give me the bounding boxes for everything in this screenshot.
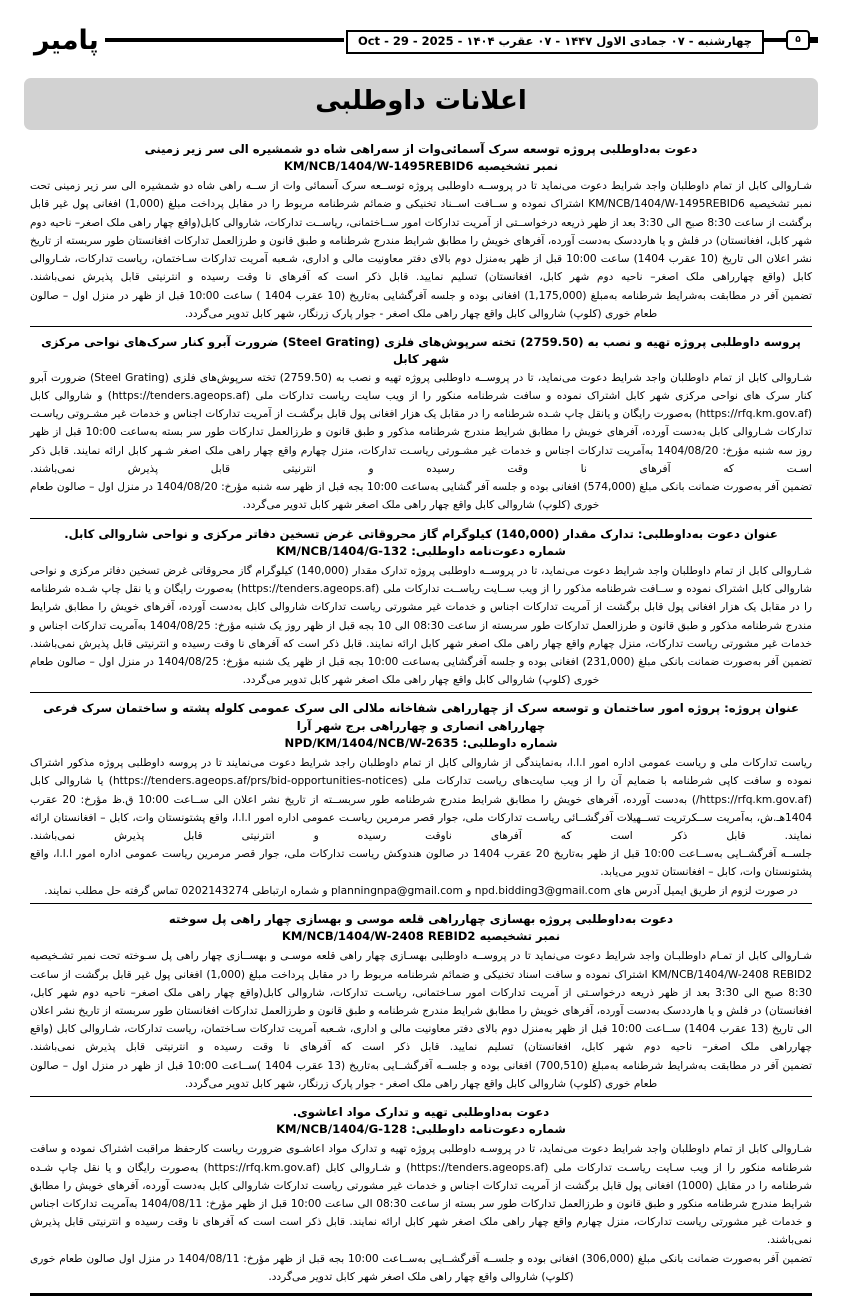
- tender-title: دعوت به‌داوطلبی تهیه و تدارک مواد اعاشوی.: [292, 1105, 550, 1120]
- tender-body-paragraph: شـاروالی کابل از تمـام داوطلبـان واجد شرایط دعوت می‌نماید تا در پروســه داوطلبی بهسـازی چهار راهی قلعه موسـی و بهســازی چهار راهی پل سـوخته تحت نمبر تشـخیصیه KM/NCB/1404/W-2408 REBID2 اشتراک نموده و سافت اسناد تخنیکی و ضمائم شرطنامه مربوط را در مقابل پرداخت مبلغ (1,000) افغانی پول غیر قابل برگشت از ساعت 8:30 صبح الی 3:30 بعد از ظهر ذریعه درخواسـتی از آمریت تدارکات امور سـاختمانی، ریاسـت تدارکات، شاروالی کابل(واقع چهار راهی ملک اصغر– ناحیه دوم شهر کابل، افغانستان) در فلش و یا هارددسک به‌دست آورده، آفرهای خویش را مطابق شرایط مندرج شرطنامه و طبق قانون و طرزالعمل تدارکات افغانستان طور سربسته از تاریخ نشر اعلان الی تاریخ (13 عقرب 1404) ســاعت 10:00 قبل از ظهر به‌منزل دوم بالای دفتر معاونیت مالی و اداری، شـعبه آمریت تدارکات سـاختمان، ریاست تدارکات، شـاروالی کابل (واقع چهارراهی ملک اصغر– ناحیه دوم شهر کابل، افغانستان) تسلیم نمایید. قابل ذکر است که آفرهای نا وقت رسیده و انترنیتی قابل پذیرش نمی‌باشند.: [30, 950, 813, 1054]
- tender-guarantee-paragraph: تضمین آفر در مطابقت به‌شرایط شرطنامه به‌مبلغ (1,175,000) افغانی بوده و جلسه آفرگشایی به‌تاریخ (10 عقرب 1404 ) ساعت 10:00 قبل از ظهر در منزل اول – صالون طعام خوری (کلوپ) شاروالی کابل واقع چهار راهی ملک اصغر - جوار پارک زرنگار، شهر کابل تدویر می‌گردد.: [30, 289, 812, 320]
- tender-reference: [30, 1121, 812, 1139]
- tender-body-paragraph: شـاروالی کابل از تمام داوطلبان واجد شرایط دعوت می‌نماید، تا در پروســه داوطلبی پروژه تدارک مقدار (140,000) کیلوگرام گاز محروقاتی غرض تسخین دفاتر مرکزی و نواحی شاروالی کابل اشتراک نموده و ســافت شرطنامه مذکور را از ویب ســایت ریاســت تدارکات ملی (https://tenders.ageops.af) به‌صورت رایگان و یا نقل چاپ شـده شرطنامه را در مقابل یک هزار افغانی پول قابل برگشت از آمریت تدارکات اجناس و خدمات غیر مشورتی ریاست تدارکات شاروالی کابل به‌دست آورده، آفرهای خویش را مطابق شرایط مندرج شرطنامه مذکور و طبق قانون و طرزالعمل تدارکات طور سربسته از ساعت 08:30 الی 10 بجه قبل از ظهر روز یک شنبه مؤرخ: 1404/08/25 به‌آمریت تدارکات اجناس و خدمات غیر مشورتی ریاست تدارکات، منزل چهارم واقع چهار راهی ملک اصغر شهر کابل ارائه نمایند. قابل ذکر است که آفرهای نا وقت رسیده و انترنیتی قابل پذیرش نمی‌باشند.: [30, 564, 812, 650]
- tender-announcement: [30, 518, 812, 693]
- tender-reference-number: KM/NCB/1404/G-132: [276, 543, 408, 558]
- tender-guarantee-paragraph: تضمین آفر به‌صورت ضمانت بانکی مبلغ (574,000) افغانی بوده و جلسه آفر گشایی به‌ساعت 10:00 بجه قبل از ظهر سه شنبه مؤرخ: 1404/08/20 در منزل اول – صالون طعام خوری (کلوپ) شاروالی کابل واقع چهار راهی ملک اصغر شهر کابل تدویر می‌گردد.: [30, 481, 812, 512]
- tender-opening-paragraph: جلســه آفرگشــایی به‌ســاعت 10:00 قبل از ظهر به‌تاریخ 20 عقرب 1404 در صالون هندوکش ریاست تدارکات ملی، جوار قصر مرمرین ریاست عمومی اداره امور ا.ا.ا، واقع پشتونستان وات، کابل – افغانستان تدویر می‌یابد.: [30, 848, 813, 879]
- tender-reference-label: شماره داوطلبی:: [462, 736, 558, 751]
- masthead-rule-tip: [810, 37, 818, 43]
- masthead-rule-left: [764, 38, 786, 42]
- tender-announcement: [30, 903, 812, 1096]
- tender-reference: [30, 735, 812, 753]
- tender-reference: [30, 928, 812, 946]
- tender-title: پروسه داوطلبی پروژه تهیه و نصب به (2759.50) تخته سرپوش‌های فلزی (Steel Grating) ضرورت آبرو کنار سرک‌های نواحی مرکزی شهر کابل: [41, 335, 801, 367]
- tender-reference-label: نمبر تشخیصیه: [477, 159, 559, 174]
- tender-title: عنوان دعوت به‌داوطلبی: تدارک مقدار (140,000) کیلوگرام گاز محروقاتی غرض تسخین دفاتر مرکزی و نواحی شاروالی کابل.: [64, 526, 778, 541]
- tender-reference: [30, 158, 812, 176]
- newspaper-brand: پامیر: [34, 24, 99, 56]
- page-number-badge: ۵: [786, 30, 810, 50]
- tender-announcement: [30, 136, 812, 326]
- masthead: [24, 16, 818, 68]
- tender-guarantee-paragraph: تضمین آفر در مطابقت به‌شرایط شرطنامه به‌مبلغ (700,510) افغانی بوده و جلســه آفرگشــایی به‌تاریخ (13 عقرب 1404 )ســاعت 10:00 قبل از ظهر در منزل اول – صالون طعام خوری (کلوپ) شاروالی کابل واقع چهار راهی ملک اصغر - جوار پارک زرنگار، شهر کابل تدویر می‌گردد.: [30, 1059, 813, 1090]
- tender-reference: [30, 543, 812, 561]
- tender-contact-paragraph: در صورت لزوم از طریق ایمیل آدرس های npd.bidding3@gmail.com و planningnpa@gmail.com و شماره ارتباطی 0202143274 تماس گرفته حل مطلب نمایند.: [44, 884, 798, 897]
- tender-reference-label: شماره دعوت‌نامه داوطلبی:: [411, 543, 566, 558]
- tender-reference-number: KM/NCB/1404/W-1495REBID6: [283, 159, 474, 174]
- tender-reference-label: نمبر تشخیصیه: [479, 929, 561, 944]
- tender-title: دعوت به‌داوطلبی پروژه توسعه سرک آسمائی‌وات از سه‌راهی شاه دو شمشیره الی سر زیر زمینی: [144, 141, 698, 156]
- tender-body-paragraph: ریاست تدارکات ملی و ریاست عمومی اداره امور ا.ا.ا، به‌نمایندگی از شاروالی کابل از تمام داوطلبان راجد شرایط دعوت می‌نمایند تا در پروسه داوطلبی پروژه مذکور اشتراک نموده و سافت کاپی شرطنامه با ضمایم آن را از ویب سایت‌های ریاست تدارکات ملی (https://tenders.ageops.af/prs/bid-opportunities-notices) یا شاروالی کابل (https://rfq.km.gov.af/) به‌دست آورده، آفرهای خویش را مطابق شرایط مندرج شرطنامه طور سربســته از تاریخ نشر اعلان الی ســاعت 10:00 ق.ظ مؤرخ: 20 عقرب 1404هـ.ش، به‌آمریت ســکرتریت تســهیلات آفرگشــائی ریاسـت تدارکات ملی، جوار قصر مرمرین ریاسـت عمومی اداره امور ا.ا.ا، واقع پشتونستان وات، کابل – افغانستان ارائه نمایند. قابل ذکر است که آفرهای ناوقت رسیده و انترنیتی قابل پذیرش نمی‌باشند.: [30, 757, 812, 843]
- tender-reference-label: شماره دعوت‌نامه داوطلبی:: [411, 1122, 566, 1137]
- tender-reference-number: KM/NCB/1404/W-2408 REBID2: [281, 929, 476, 944]
- tender-body-paragraph: شـاروالی کابل از تمام داوطلبان واجد شرایط دعوت می‌نماید، تا در پروسـه داوطلبی پروژه تهیه و تدارک مواد اعاشـوی ضرورت ریاست کارحفظ مراقبت اشتراک نموده و سافت شرطنامه منکور را از ویب سـایت ریاسـت تدارکات ملی (https://tenders.ageops.af) و شـاروالی کابل (https://rfq.km.gov.af) به‌صورت رایگان و یا نقل چاپ شـده شرطنامه را در مقابل (1000) افغانی پول قابل برگشت از آمریت تدارکات اجناس و خدمات غیر مشورتی ریاست تدارکات شاروالی کابل به‌دست آورده، آفرهای خویش را مطابق شرایط مندرج شرطنامه منکور و طبق قانون و طرزالعمل تدارکات طور سر بسته از ساعت 08:30 الی ساعت 10:00 قبل از ظهر مؤرخ: 1404/08/11 به‌آمریت تدارکات اجناس و خدمات غیر مشورتی ریاست تدارکات، منزل چهارم واقع چهار راهی ملک اصغر شهر کابل ارائه نمایند. قابل ذکر است است که آفرهای نا وقت رسیده و انترنیتی قابل پذیرش نمی‌باشند.: [30, 1143, 812, 1247]
- tender-guarantee-paragraph: تضمین آفر به‌صورت ضمانت بانکی مبلغ (231,000) افغانی بوده و جلسه آفرگشایی به‌ساعت 10:00 بجه قبل از ظهر یک شنبه مؤرخ: 1404/08/25 در منزل اول – صالون طعام خوری (کلوپ) شاروالی کابل واقع چهار راهی ملک اصغر شهر کابل تدویر می‌گردد.: [30, 655, 812, 687]
- masthead-rule-right: [105, 38, 344, 42]
- tender-body-paragraph: شـاروالی کابل از تمام داوطلبان واجد شرایط دعوت می‌نماید، تا در پروســه داوطلبی پروژه تهیه و نصب به (2759.50) تخته سرپوش‌های فلزی (Steel Grating) ضرورت آبرو کنار سرک های نواحی مرکزی شهر کابل اشتراک نموده و سافت شرطنامه منکور را از ویب سایت ریاست تدارکات ملی (https://tenders.ageops.af) و شاروالی کابل (https://rfq.km.gov.af) به‌صورت رایگان و یا‌نقل چاپ شـده شرطنامه را در مقابل یک هزار افغانی پول قابل برگشـت از آمریت تدارکات اجناس و خدمات غیر مشـروتی ریاسـت تدارکات شـاروالی کابل به‌دست آورده، آفرهای خویش را مطابق شرایط مندرج شرطنامه مذکور و طبق قانون و طرزالعمل تدارکات طور سر بسته به‌ساعت 10:00 قبل از ظهر روز سه شنبه مؤرخ: 1404/08/20 به‌آمریت تدارکات اجناس و خدمات غیر مشـورتی ریاسـت تدارکات، منزل چهارم واقع چهار راهی ملک اصغر شـهر کابل ارائه نمایند. قابل ذکر اسـت که آفرهای نا وقت رسیده و انترنیتی قابل پذیرش نمی‌باشند.: [30, 371, 813, 475]
- tender-body-paragraph: شـاروالی کابل از تمام داوطلبان واجد شرایط دعوت می‌نماید تا در پروســه داوطلبی پروژه توســعه سرک آسمائی وات از ســه راهی شاه دو شمشیره الی سر زیر زمینی تحت نمبر تشخیصیه KM/NCB/1404/W-1495REBID6 اشتراک نموده و ســافت اســناد تخنیکی و ضمائم شرطنامه مربوط را در مقابل پرداخت مبلغ (1,000) افغانی پول غیر قابل برگشت از ساعت 8:30 صبح الی 3:30 بعد از ظهر ذریعه درخواســتی از آمریت تدارکات امور ســاختمانی، ریاســت تدارکات، شاروالی کابل(واقع چهار راهی ملک اصغر– ناحیه دوم شهر کابل، افغانستان) در فلش و یا هارددسک به‌دست آورده، آفرهای خویش را مطابق شرایط مندرج شرطنامه و طبق قانون و طرزالعمل تدارکات افغانستان طور سربسته از تاریخ نشر اعلان الی تاریخ (10 عقرب 1404) ساعت 10:00 قبل از ظهر به‌منزل دوم بالای دفتر معاونیت مالی و اداری، شـعبه آمریت تدارکات سـاختمان، ریاست تدارکات، شـاروالی کابل (واقع چهارراهی ملک اصغر– ناحیه دوم شهر کابل، افغانستان) تسلیم نمایید. قابل ذکر است که آفرهای نا وقت رسیده و انترنیتی قابل پذیرش نمی‌باشند.: [30, 180, 812, 284]
- publication-date: چهارشنبه - ۰۷ جمادی الاول ۱۴۴۷ - ۰۷ عقرب ۱۴۰۴ - Oct - 29 - 2025: [346, 30, 764, 55]
- tender-title: دعوت به‌داوطلبی پروژه بهسازی چهارراهی قلعه موسی و بهسازی چهار راهی پل سوخته: [168, 911, 674, 926]
- section-title: اعلانات داوطلبی: [315, 86, 527, 116]
- tender-reference-number: NPD/KM/1404/NCB/W-2635: [284, 736, 459, 751]
- tender-announcement: [30, 692, 812, 903]
- tender-reference-number: KM/NCB/1404/G-128: [276, 1122, 408, 1137]
- tender-title: عنوان پروژه: پروژه امور ساختمان و توسعه سرک از چهارراهی شفاخانه ملالی الی سرک عمومی کلوله پشته و ساختمان سرک فرعی چهارراهی انصاری و چهارراهی برج شهر آرا: [43, 701, 799, 733]
- tender-announcement: [30, 1096, 812, 1289]
- tender-announcement: [30, 326, 812, 518]
- tender-list: [30, 136, 812, 1289]
- newspaper-page: [0, 16, 842, 1283]
- tender-guarantee-paragraph: تضمین آفر به‌صورت ضمانت بانکی مبلغ (306,000) افغانی بوده و جلســه آفرگشــایی به‌ســاعت 10:00 بجه قبل از ظهر مؤرخ: 1404/08/11 در منزل اول صالون طعام خوری (کلوپ) شاروالی واقع چهار راهی ملک اصغر شهر کابل تدویر می‌گردد.: [30, 1252, 812, 1283]
- section-banner: [24, 78, 818, 130]
